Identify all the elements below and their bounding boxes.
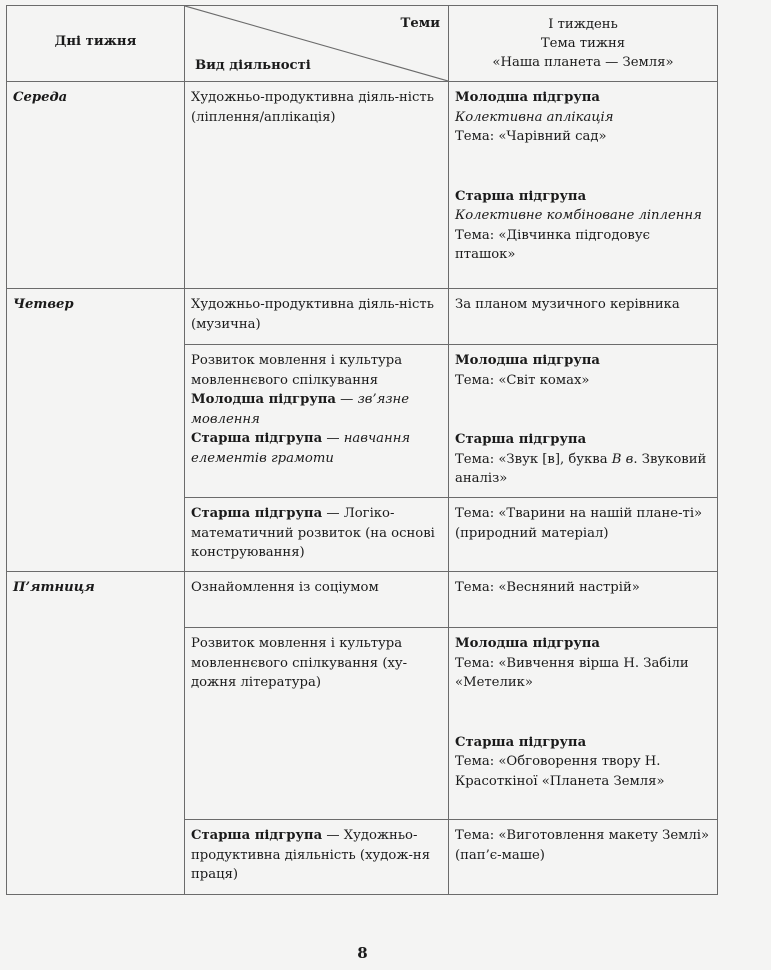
topic-cell <box>449 628 718 820</box>
group-label: Молодша підгрупа <box>455 353 600 368</box>
group-label: Молодша підгрупа <box>191 392 336 407</box>
activity-text: Розвиток мовлення і культура мовленнєвого спілкування <box>191 353 403 388</box>
topic-part: Тема: «Звук [в], буква <box>455 451 612 467</box>
activity-kind: зв’язне мовлення <box>191 392 410 427</box>
activity-kind: Колективна аплікація <box>455 109 614 125</box>
dash: — <box>322 431 344 446</box>
topic-text: Тема: «Вивчення вірша Н. Забіли «Метелик» <box>455 655 689 690</box>
day-cell <box>7 289 185 572</box>
activity-cell: Ознайомлення із соціумом <box>185 572 449 628</box>
activity-cell <box>185 345 449 498</box>
table-row <box>7 572 718 628</box>
day-wednesday: Середа <box>13 90 68 105</box>
week-theme: «Наша планета — Земля» <box>492 55 674 70</box>
activity-cell: Художньо-продуктивна діяль-ність (музична) <box>185 289 449 345</box>
schedule-table <box>6 5 718 895</box>
topic-part: . Звуковий аналіз» <box>455 451 707 486</box>
header-topics: Теми <box>400 16 440 31</box>
topic-text: Тема: «Світ комах» <box>455 372 590 388</box>
week-theme-label: Тема тижня <box>540 36 626 51</box>
activity-text: — Художньо-продуктивна діяльність (худож-ня праця) <box>191 828 431 882</box>
topic-cell <box>449 82 718 289</box>
group-label: Старша підгрупа <box>191 431 323 446</box>
header-days: Дні тижня <box>7 6 185 82</box>
header-week <box>449 6 718 82</box>
dash: — <box>335 392 358 407</box>
week-number: І тиждень <box>548 17 618 32</box>
header-row <box>7 6 718 82</box>
topic-cell: За планом музичного керівника <box>449 289 718 345</box>
activity-text: — Логіко-математичний розвиток (на основі конструювання) <box>191 506 435 560</box>
header-activity: Вид діяльності <box>195 57 311 73</box>
topic-text <box>455 450 711 489</box>
topic-text: Тема: «Чарівний сад» <box>455 129 607 144</box>
activity-cell <box>185 498 449 572</box>
activity-cell <box>185 820 449 895</box>
activity-kind: Колективне комбіноване ліплення <box>455 208 702 223</box>
day-cell <box>7 572 185 895</box>
group-label: Молодша підгрупа <box>455 90 600 105</box>
table-row <box>7 289 718 345</box>
topic-letter: В в <box>611 451 634 467</box>
day-thursday: Четвер <box>13 297 74 312</box>
table-row <box>7 82 718 289</box>
activity-kind: навчання елементів грамоти <box>191 431 411 466</box>
activity-cell: Розвиток мовлення і культура мовленнєвого спілкування (ху-дожня література) <box>185 628 449 820</box>
topic-cell: Тема: «Весняний настрій» <box>449 572 718 628</box>
group-label: Старша підгрупа <box>455 734 587 750</box>
day-friday: П’ятниця <box>13 580 95 595</box>
group-label: Молодша підгрупа <box>455 636 600 651</box>
topic-text: Тема: «Обговорення твору Н. Красоткіної «Планета Земля» <box>455 754 665 789</box>
topic-cell: Тема: «Тварини на нашій плане-ті» (природний матеріал) <box>449 498 718 572</box>
topic-cell: Тема: «Виготовлення макету Землі» (пап’є-маше) <box>449 820 718 895</box>
page-number: 8 <box>357 944 368 962</box>
header-diagonal-cell <box>185 6 449 82</box>
day-cell <box>7 82 185 289</box>
topic-text: Тема: «Дівчинка підгодовує пташок» <box>455 227 650 262</box>
group-label: Старша підгрупа <box>455 432 587 447</box>
group-label: Старша підгрупа <box>191 506 323 521</box>
topic-cell <box>449 345 718 498</box>
activity-cell: Художньо-продуктивна діяль-ність (ліплення/аплікація) <box>185 82 449 289</box>
group-label: Старша підгрупа <box>455 188 587 204</box>
group-label: Старша підгрупа <box>191 828 323 843</box>
